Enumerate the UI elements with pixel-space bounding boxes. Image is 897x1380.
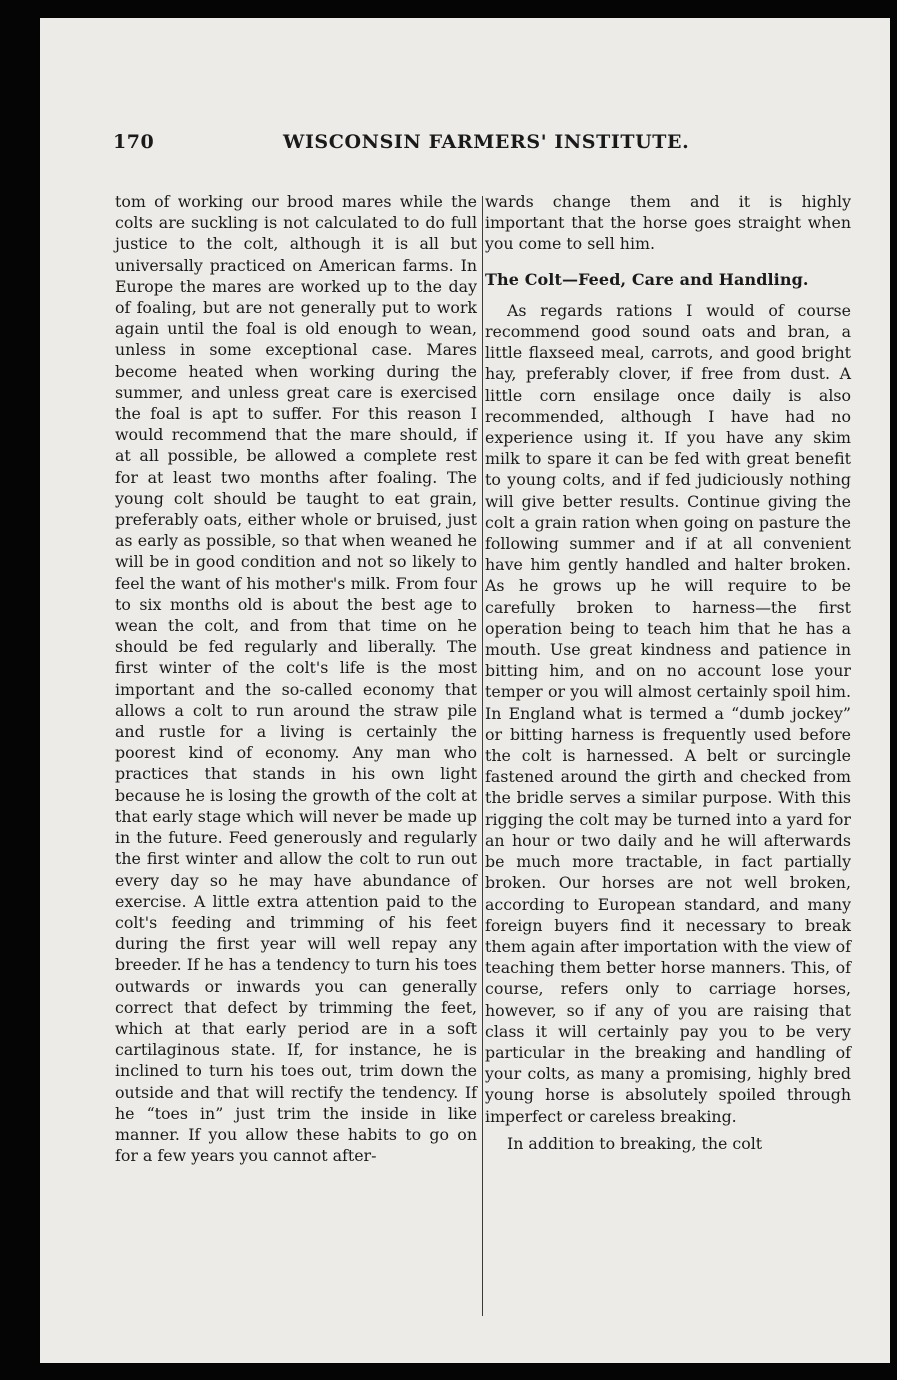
left-column	[115, 191, 477, 1166]
running-title: WISCONSIN FARMERS' INSTITUTE.	[283, 131, 690, 153]
page-number: 170	[113, 131, 155, 153]
next-paragraph-start: In addition to breaking, the colt	[507, 1133, 763, 1153]
rations-paragraph: As regards rations I would of course recommend good sound oats and bran, a little flaxseed meal, carrots, and good bright hay, preferably clover, if free from dust. A little corn ensilage once daily is also recommended, although I have had no experience using it. If you have any skim milk to spare it can be fed with great benefit to young colts, and if fed judiciously nothing will give better results. Continue giving the colt a grain ration when going on pasture the following summer and if at all convenient have him gently handled and halter broken. As he grows up he will require to be carefully broken to harness—the first operation being to teach him that he has a mouth. Use great kindness and patience in bitting him, and on no account lose your temper or you will almost certainly spoil him. In England what is termed a “dumb jockey” or bitting harness is frequently used before the colt is harnessed. A belt or surcingle fastened around the girth and checked from the bridle serves a similar purpose. With this rigging the colt may be turned into a yard for an hour or two daily and he will afterwards be much more tractable, in fact partially broken. Our horses are not well broken, according to European standard, and many foreign buyers find it necessary to break them again after importation with the view of teaching them better horse manners. This, of course, refers only to carriage horses, however, so if any of you are raising that class it will certainly pay you to be very particular in the breaking and handling of your colts, as many a promising, highly bred young horse is absolutely spoiled through imperfect or careless breaking.	[485, 300, 851, 1126]
right-column	[485, 191, 851, 1154]
section-heading: The Colt—Feed, Care and Handling.	[485, 269, 809, 289]
left-column-paragraph: tom of working our brood mares while the colts are suckling is not calculated to do full justice to the colt, although it is all but universally practiced on American farms. In Europe the mares are worked up to the day of foaling, but are not generally put to work again until the foal is old enough to wean, unless in some exceptional case. Mares become heated when working during the summer, and unless great care is exercised the foal is apt to suffer. For this reason I would recommend that the mare should, if at all possible, be allowed a complete rest for at least two months after foaling. The young colt should be taught to eat grain, preferably oats, either whole or bruised, just as early as possible, so that when weaned he will be in good condition and not so likely to feel the want of his mother's milk. From four to six months old is about the best age to wean the colt, and from that time on he should be fed regularly and liberally. The first winter of the colt's life is the most important and the so-called economy that allows a colt to run around the straw pile and rustle for a living is certainly the poorest kind of economy. Any man who practices that stands in his own light because he is losing the growth of the colt at that early stage which will never be made up in the future. Feed generously and regularly the first winter and allow the colt to run out every day so he may have abundance of exercise. A little extra attention paid to the colt's feeding and trimming of his feet during the first year will well repay any breeder. If he has a tendency to turn his toes outwards or inwards you can generally correct that defect by trimming the feet, which at that early period are in a soft cartilaginous state. If, for instance, he is inclined to turn his toes out, trim down the outside and that will rectify the tendency. If he “toes in” just trim the inside in like manner. If you allow these habits to go on for a few years you cannot after-	[115, 192, 477, 1166]
column-divider	[482, 196, 483, 1316]
continuation-paragraph: wards change them and it is highly important that the horse goes straight when you come to sell him.	[485, 192, 851, 254]
page-header	[113, 131, 883, 171]
book-page	[40, 18, 890, 1363]
